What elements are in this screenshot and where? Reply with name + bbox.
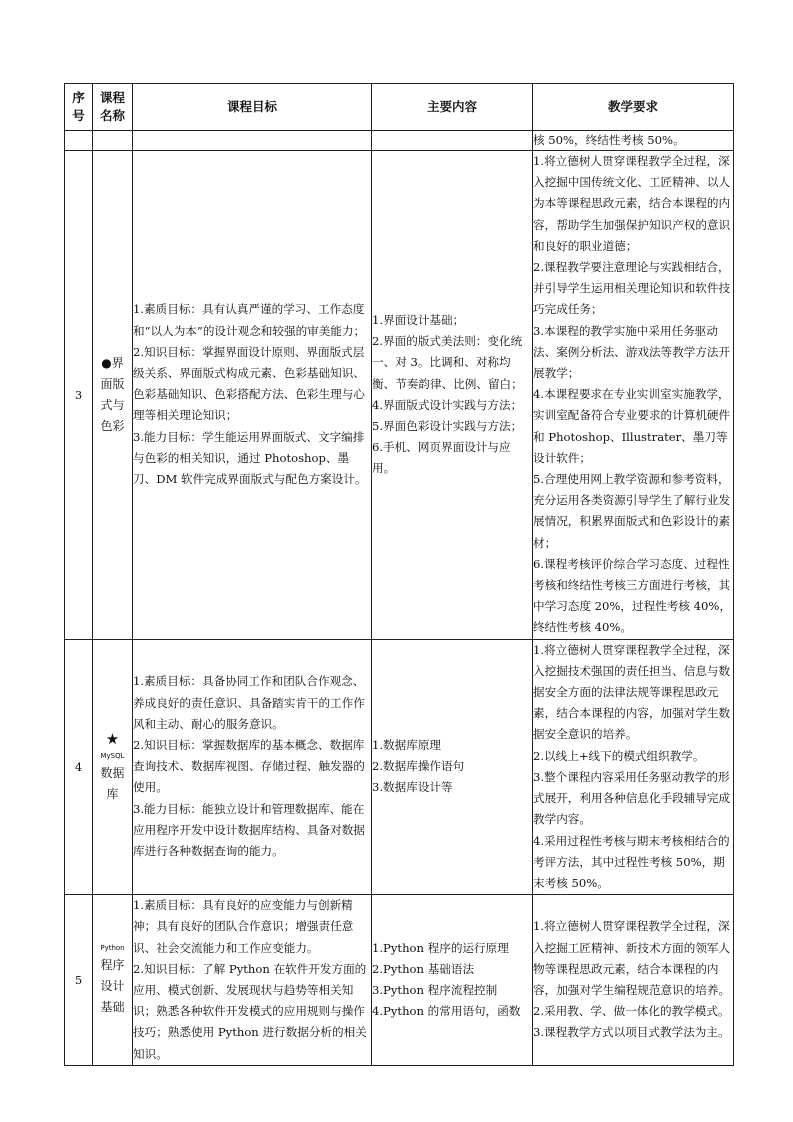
requirement-item: 3.课程教学方式以项目式教学法为主。 [533,1025,730,1040]
row-course-goals [133,151,372,640]
goal-item: 2.知识目标：掌握数据库的基本概念、数据库查询技术、数据库视图、存储过程、触发器的使用。 [133,738,365,795]
row-main-content [372,639,533,894]
requirement-item: 2.课程教学要注意理论与实践相结合，并引导学生运用相关理论知识和软件技巧完成任务； [533,260,731,317]
requirement-item: 2.以线上+线下的模式组织教学。 [533,748,705,763]
content-item: 2.数据库操作语句 [372,759,465,774]
header-main-content: 主要内容 [372,84,533,131]
row-course-goals [133,639,372,894]
row-seq: 5 [65,895,93,1066]
continuation-text: 核 50%，终结性考核 50%。 [533,131,734,151]
row-teaching-requirements [533,895,734,1066]
table-header-row [65,84,734,131]
curriculum-table [64,83,734,1066]
course-name-prefix: Python [100,944,125,953]
goal-item: 1.素质目标：具备协同工作和团队合作观念、养成良好的责任意识、具备踏实肯干的工作作风和主动、耐心的服务意识。 [133,674,365,731]
course-name-prefix: MySQL [100,751,125,760]
row-course-name: Python 程序 设计 基础 [93,895,133,1066]
content-item: 5.界面色彩设计实践与方法； [372,419,523,434]
content-item: 2.界面的版式美法则：变化统一、对 3。比调和、对称均衡、节奏韵律、比例、留白； [372,334,523,391]
content-item: 1.界面设计基础； [372,313,465,328]
goal-item: 2.知识目标：掌握界面设计原则、界面版式层级关系、界面版式构成元素、色彩基础知识、色彩基础知识、色彩搭配方法、色彩生理与心理等相关理论知识； [133,344,365,423]
table-row [65,639,734,894]
requirement-item: 1.将立德树人贯穿课程教学全过程，深入挖掘中国传统文化、工匠精神、以人为本等课程思政元素，结合本课程的内容，帮助学生加强保护知识产权的意识和良好的职业道德； [533,154,731,253]
content-item: 4.界面版式设计实践与方法； [372,397,523,412]
row-teaching-requirements [533,151,734,640]
table-row [65,895,734,1066]
table-row [65,151,734,640]
requirement-item: 3.本课程的教学实施中采用任务驱动法、案例分析法、游戏法等教学方法开展教学； [533,323,731,381]
header-seq: 序 号 [65,84,93,131]
content-item: 3.Python 程序流程控制 [372,982,498,997]
row-teaching-requirements [533,639,734,894]
requirement-item: 1.将立德树人贯穿课程教学全过程，深入挖掘技术强国的责任担当、信息与数据安全方面的法律法规等课程思政元素，结合本课程的内容，加强对学生数据安全意识的培养。 [533,642,731,742]
row-seq: 4 [65,639,93,894]
content-item: 6.手机、网页界面设计与应用。 [372,440,511,476]
star-icon: ★ [105,729,120,748]
requirement-item: 3.整个课程内容采用任务驱动教学的形式展开，利用各种信息化手段辅导完成教学内容。 [533,769,731,827]
continuation-row [65,131,734,151]
content-item: 3.数据库设计等 [372,780,453,795]
row-main-content [372,151,533,640]
requirement-item: 4.本课程要求在专业实训室实施教学，实训室配备符合专业要求的计算机硬件和 Photoshop、Illustrater、墨刀等设计软件； [533,387,731,465]
goal-item: 1.素质目标：具有认真严谨的学习、工作态度和“以人为本”的设计观念和较强的审美能力； [133,302,366,338]
content-item: 1.数据库原理 [372,738,442,753]
goal-item: 3.能力目标：学生能运用界面版式、文字编排与色彩的相关知识，通过 Photoshop、墨刀、DM 软件完成界面版式与配色方案设计。 [133,429,367,487]
header-teaching-requirements: 教学要求 [533,84,734,131]
row-seq: 3 [65,151,93,640]
goal-item: 1.素质目标：具有良好的应变能力与创新精神；具有良好的团队合作意识；增强责任意识、社会交流能力和工作应变能力。 [133,898,354,955]
content-item: 1.Python 程序的运行原理 [372,940,509,955]
header-course-name: 课程 名称 [93,84,133,131]
requirement-item: 1.将立德树人贯穿课程教学全过程，深入挖掘工匠精神、新技术方面的领军人物等课程思政元素，结合本课程的内容，加强对学生编程规范意识的培养。 [533,919,731,997]
goal-item: 2.知识目标：了解 Python 在软件开发方面的应用、模式创新、发展现状与趋势等相关知识；熟悉各种软件开发模式的应用规则与操作技巧；熟悉使用 Python 进行数据分析的相关知识。 [133,961,367,1061]
requirement-item: 4.采用过程性考核与期末考核相结合的考评方法，其中过程性考核 50%，期末考核 50%。 [533,833,730,890]
requirement-item: 6.课程考核评价综合学习态度、过程性考核和终结性考核三方面进行考核，其中学习态度 20%，过程性考核 40%，终结性考核 40%。 [533,556,732,635]
row-main-content [372,895,533,1066]
row-course-name: ★ MySQL 数据 库 [93,639,133,894]
row-course-goals [133,895,372,1066]
row-course-name: ●界 面版 式与 色彩 [93,151,133,640]
goal-item: 3.能力目标：能独立设计和管理数据库、能在应用程序开发中设计数据库结构、具备对数据库进行各种数据查询的能力。 [133,801,365,859]
requirement-item: 2.采用教、学、做一体化的教学模式。 [533,1004,730,1019]
content-item: 4.Python 的常用语句，函数 [372,1004,521,1019]
requirement-item: 5.合理使用网上教学资源和参考资料，充分运用各类资源引导学生了解行业发展情况，积累界面版式和色彩设计的素材； [533,472,731,550]
content-item: 2.Python 基础语法 [372,961,475,976]
header-course-goals: 课程目标 [133,84,372,131]
